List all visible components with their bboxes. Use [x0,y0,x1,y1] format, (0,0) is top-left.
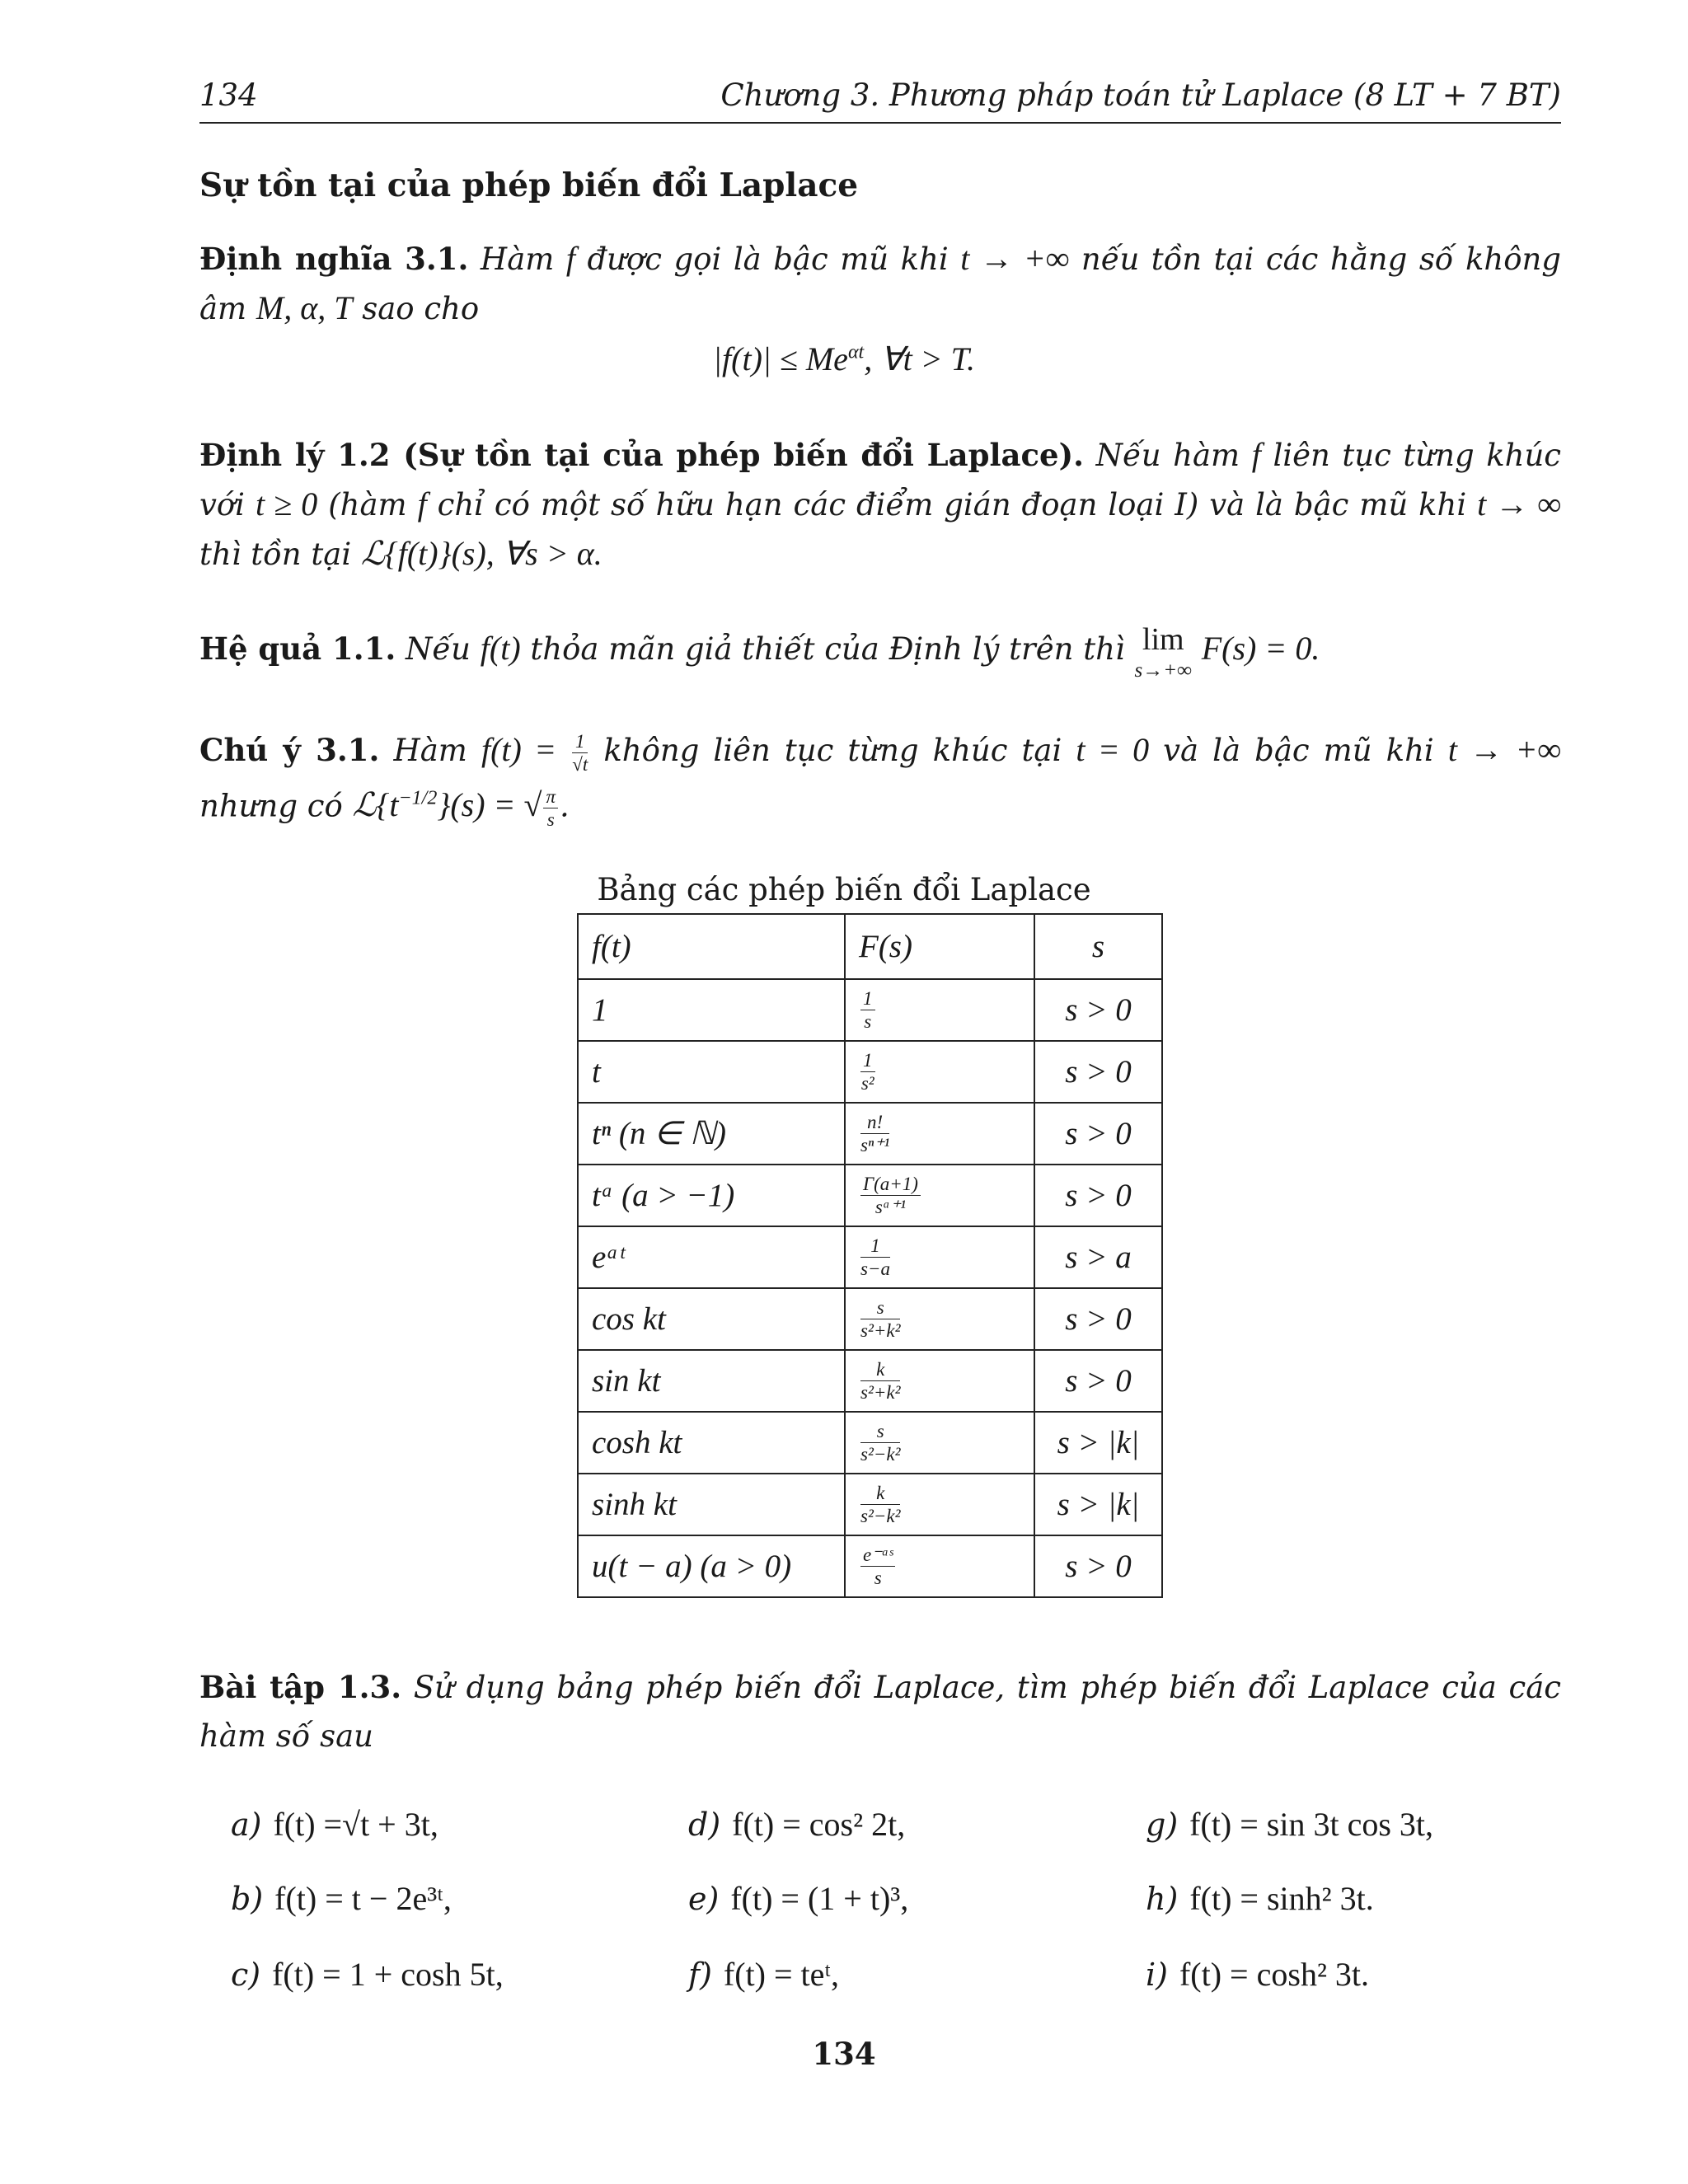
cell-fraction [860,1483,900,1526]
table-row [578,1350,1162,1412]
table-row [578,1474,1162,1535]
definition-text-d: sao cho [362,291,480,326]
cell-fraction [860,989,875,1031]
cell-denominator: s²−k² [860,1444,901,1465]
theorem-block [199,430,1561,579]
exercise-item [231,1805,438,1844]
cell-numerator: Γ(a+1) [860,1174,921,1196]
pi-numerator: π [543,787,558,808]
table-row [578,1535,1162,1597]
table-row [578,1412,1162,1474]
corollary-limit [1135,624,1192,681]
expr-mid: }(s) = √ [437,786,542,824]
theorem-text-b: liên tục từng khúc với [199,438,1562,523]
corollary-block [199,624,1561,681]
exercise-item-label: c) [231,1957,261,1993]
footer-page-number: 134 [812,2036,876,2072]
definition-text-b: được gọi là bậc mũ khi [587,241,949,277]
remark-text-a: Hàm [393,733,467,768]
cell-numerator: 1 [860,1051,875,1072]
definition-formula [0,340,1688,378]
theorem-text-d: chỉ có một số hữu hạn các điểm gián đoạn loại I) và là bậc mũ khi [437,487,1467,523]
formula-left: |f(t)| ≤ Me [713,340,848,377]
exercise-item [688,1955,839,1994]
remark-text-c: và là bậc mũ khi [1163,733,1434,768]
table-header-row [578,914,1162,979]
remark-cond: t → +∞ [1447,731,1562,768]
exercise-item-label: i) [1146,1957,1168,1993]
remark-fraction [572,732,588,774]
exercise-item-expr: f(t) = (1 + t)³, [730,1880,909,1917]
cell-s: s > |k| [1034,1412,1162,1474]
cell-fraction [860,1113,889,1155]
cell-numerator: s [860,1422,900,1443]
cell-numerator: k [860,1360,900,1381]
remark-fdef: f(t) = [481,731,557,768]
exercise-item [231,1879,452,1918]
cell-fs [845,1412,1034,1474]
cell-denominator: sᵃ⁺¹ [874,1197,907,1218]
pi-fraction [543,787,558,829]
cell-fraction [860,1236,890,1278]
cell-denominator: s²−k² [860,1506,901,1527]
cell-fs [845,979,1034,1041]
exercise-item-label: b) [231,1881,264,1917]
exercise-item-expr: f(t) =√t + 3t, [273,1806,438,1843]
expr-left: ℒ{t [352,786,399,824]
remark-expr [353,786,542,823]
exercise-item-label: e) [688,1881,720,1917]
cell-fs [845,1041,1034,1103]
table-caption: Bảng các phép biến đổi Laplace [597,872,1091,907]
cell-fs [845,1103,1034,1165]
corollary-ft: f(t) [480,630,521,667]
cell-s: s > 0 [1034,1288,1162,1350]
cell-numerator: 1 [860,1236,890,1258]
cell-denominator: s² [860,1073,874,1094]
theorem-text-a: Nếu hàm [1095,438,1240,473]
cell-ft: cos kt [578,1288,845,1350]
exercise-item [688,1805,905,1844]
table-row [578,1288,1162,1350]
table-row [578,1103,1162,1165]
cell-fs [845,1165,1034,1226]
remark-end: . [560,788,570,824]
header-fs: F(s) [845,914,1034,979]
cell-denominator: s−a [860,1258,890,1280]
exercise-item-expr: f(t) = sinh² 3t. [1189,1880,1374,1917]
cell-ft: cosh kt [578,1412,845,1474]
cell-fraction [860,1360,900,1402]
theorem-cond-inf: t → ∞ [1477,485,1562,523]
formula-right: , ∀t > T. [864,340,975,377]
remark-t0: t = 0 [1076,731,1150,768]
cell-ft: eᵃᵗ [578,1226,845,1288]
cell-denominator: s²+k² [860,1320,901,1342]
header-page-number: 134 [199,77,258,113]
exercise-item [1146,1955,1369,1994]
limit-subscript: s→+∞ [1134,659,1192,682]
cell-fs [845,1288,1034,1350]
cell-fs [845,1535,1034,1597]
cell-s: s > 0 [1034,1041,1162,1103]
theorem-text-e: thì tồn tại [199,537,352,572]
cell-denominator: sⁿ⁺¹ [860,1135,890,1156]
remark-block [199,725,1561,830]
cell-fs [845,1226,1034,1288]
exercise-block [199,1663,1561,1760]
cell-fs [845,1474,1034,1535]
header-chapter-title: Chương 3. Phương pháp toán tử Laplace (8 LT + 7 BT) [720,77,1561,113]
cell-s: s > 0 [1034,1165,1162,1226]
definition-label: Định nghĩa 3.1. [199,241,469,277]
header-s: s [1034,914,1162,979]
exercise-item-label: f) [688,1957,712,1993]
cell-s: s > 0 [1034,1535,1162,1597]
cell-fraction [860,1422,900,1464]
corollary-text-b: thỏa mãn giả thiết của Định lý trên thì [530,631,1125,667]
definition-block [199,234,1561,333]
pi-denominator: s [546,809,555,831]
limit-operator: lim [1142,622,1184,657]
cell-ft: 1 [578,979,845,1041]
cell-ft: sin kt [578,1350,845,1412]
exercise-item-expr: f(t) = 1 + cosh 5t, [272,1956,504,1993]
cell-numerator: n! [860,1113,889,1134]
theorem-text-c: (hàm [328,487,407,523]
fraction-denominator: √t [572,754,588,775]
exercise-label: Bài tập 1.3. [199,1669,402,1705]
exercise-item-expr: f(t) = cosh² 3t. [1179,1956,1370,1993]
cell-s: s > |k| [1034,1474,1162,1535]
exercise-item [1146,1879,1374,1918]
expr-sup: −1/2 [398,788,438,809]
definition-cond: t → +∞ [960,240,1070,277]
table-row [578,1165,1162,1226]
cell-s: s > 0 [1034,1350,1162,1412]
cell-ft: tⁿ (n ∈ ℕ) [578,1103,845,1165]
table-row [578,1041,1162,1103]
corollary-label: Hệ quả 1.1. [199,630,396,667]
cell-fraction [860,1051,875,1093]
exercise-text: Sử dụng bảng phép biến đổi Laplace, tìm phép biến đổi Laplace của các hàm số sau [199,1670,1561,1754]
section-title: Sự tồn tại của phép biến đổi Laplace [199,166,859,204]
laplace-table [577,913,1163,1598]
cell-ft: t [578,1041,845,1103]
exercise-item-expr: f(t) = cos² 2t, [732,1806,906,1843]
exercise-item-label: g) [1146,1807,1179,1843]
exercise-item-label: h) [1146,1881,1179,1917]
cell-numerator: k [860,1483,900,1505]
cell-fraction [860,1174,921,1216]
exercise-item-label: d) [688,1807,721,1843]
table-row [578,1226,1162,1288]
cell-fraction [860,1545,895,1587]
remark-text-b: không liên tục từng khúc tại [603,733,1062,768]
cell-ft: sinh kt [578,1474,845,1535]
cell-fs [845,1350,1034,1412]
corollary-text-a: Nếu [406,631,471,667]
exercise-item-label: a) [231,1807,262,1843]
cell-numerator: s [860,1298,900,1319]
cell-s: s > a [1034,1226,1162,1288]
theorem-label: Định lý 1.2 (Sự tồn tại của phép biến đổi Laplace). [199,437,1084,473]
running-header [199,74,1561,124]
cell-denominator: s [874,1568,882,1589]
corollary-expr: F(s) = 0. [1201,630,1320,667]
exercise-item-expr: f(t) = teᵗ, [723,1956,840,1993]
exercise-item [231,1955,504,1994]
cell-s: s > 0 [1034,1103,1162,1165]
header-ft: f(t) [578,914,845,979]
exercise-item-expr: f(t) = sin 3t cos 3t, [1189,1806,1434,1843]
cell-numerator: 1 [860,989,875,1010]
cell-s: s > 0 [1034,979,1162,1041]
theorem-var-f: f [1251,436,1261,473]
definition-var-f: f [565,240,575,277]
cell-fraction [860,1298,900,1340]
cell-denominator: s²+k² [860,1382,901,1404]
cell-ft: u(t − a) (a > 0) [578,1535,845,1597]
cell-ft: tᵃ (a > −1) [578,1165,845,1226]
cell-numerator: e⁻ᵃˢ [860,1545,895,1567]
theorem-cond-t: t ≥ 0 [255,485,318,523]
exercise-item-expr: f(t) = t − 2e³ᵗ, [274,1880,452,1917]
cell-denominator: s [864,1011,872,1033]
remark-text-d: nhưng có [199,788,343,824]
remark-label: Chú ý 3.1. [199,732,380,768]
exercise-item [1146,1805,1433,1844]
definition-text-a: Hàm [480,241,555,277]
definition-text-c: nếu tồn tại các hằng số không âm [199,241,1561,326]
formula-sup: αt [847,341,865,363]
table-row [578,979,1162,1041]
theorem-expr: ℒ{f(t)}(s), ∀s > α. [360,535,603,572]
fraction-numerator: 1 [572,732,588,753]
theorem-var-f-2: f [417,485,427,523]
definition-consts: M, α, T [256,289,353,326]
exercise-item [688,1879,908,1918]
